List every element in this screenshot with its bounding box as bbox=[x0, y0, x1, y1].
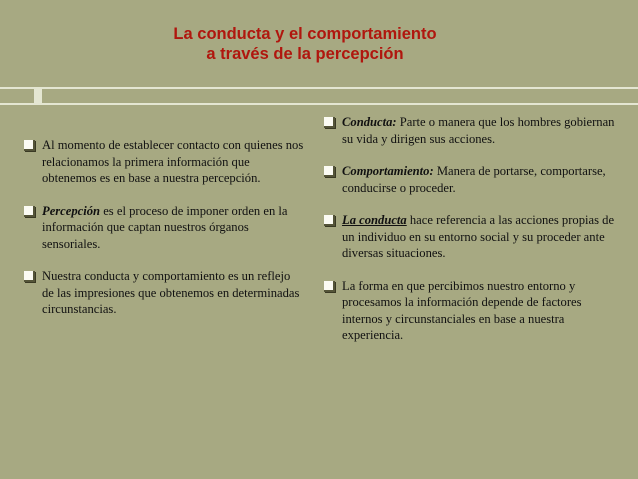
item-term: Comportamiento: bbox=[342, 164, 434, 178]
list-item bbox=[322, 212, 622, 262]
list-item bbox=[322, 163, 622, 196]
list-item bbox=[322, 114, 622, 147]
list-item bbox=[322, 278, 622, 344]
item-term: La conducta bbox=[342, 213, 407, 227]
decorative-band bbox=[42, 87, 638, 105]
slide-title bbox=[100, 24, 510, 64]
list-item bbox=[22, 268, 304, 318]
checkbox-square-icon bbox=[24, 140, 35, 151]
item-text: La forma en que percibimos nuestro entorno y procesamos la información depende de factores internos y circunstanciales en base a nuestra experiencia. bbox=[342, 278, 582, 342]
item-text: Al momento de establecer contacto con quienes nos relacionamos la primera información que obtenemos es en base a nuestra percepción. bbox=[42, 138, 304, 185]
checkbox-square-icon bbox=[324, 215, 335, 226]
checkbox-square-icon bbox=[24, 206, 35, 217]
checkbox-square-icon bbox=[324, 281, 335, 292]
title-line-1: La conducta y el comportamiento bbox=[173, 25, 437, 43]
item-text: Nuestra conducta y comportamiento es un reflejo de las impresiones que obtenemos en determinadas circunstancias. bbox=[42, 269, 300, 316]
item-text: es el proceso de imponer orden en la información que captan nuestros órganos sensoriales. bbox=[42, 203, 288, 251]
item-term: Conducta: bbox=[342, 115, 397, 129]
checkbox-square-icon bbox=[24, 271, 35, 282]
list-item bbox=[22, 203, 304, 253]
checkbox-square-icon bbox=[324, 166, 335, 177]
right-column bbox=[322, 114, 622, 360]
title-line-2: a través de la percepción bbox=[206, 45, 404, 63]
item-text: hace referencia a las acciones propias de un individuo en su entorno social y su proceder ante diversas situaciones. bbox=[342, 213, 615, 260]
checkbox-square-icon bbox=[324, 117, 335, 128]
decorative-band-divider bbox=[34, 87, 42, 105]
decorative-band-left bbox=[0, 87, 34, 105]
item-text: Parte o manera que los hombres gobiernan su vida y dirigen sus acciones. bbox=[342, 115, 615, 146]
item-text: Manera de portarse, comportarse, conducirse o proceder. bbox=[342, 164, 606, 195]
item-term: Percepción bbox=[42, 203, 101, 218]
list-item bbox=[22, 137, 304, 187]
left-column bbox=[22, 137, 304, 334]
